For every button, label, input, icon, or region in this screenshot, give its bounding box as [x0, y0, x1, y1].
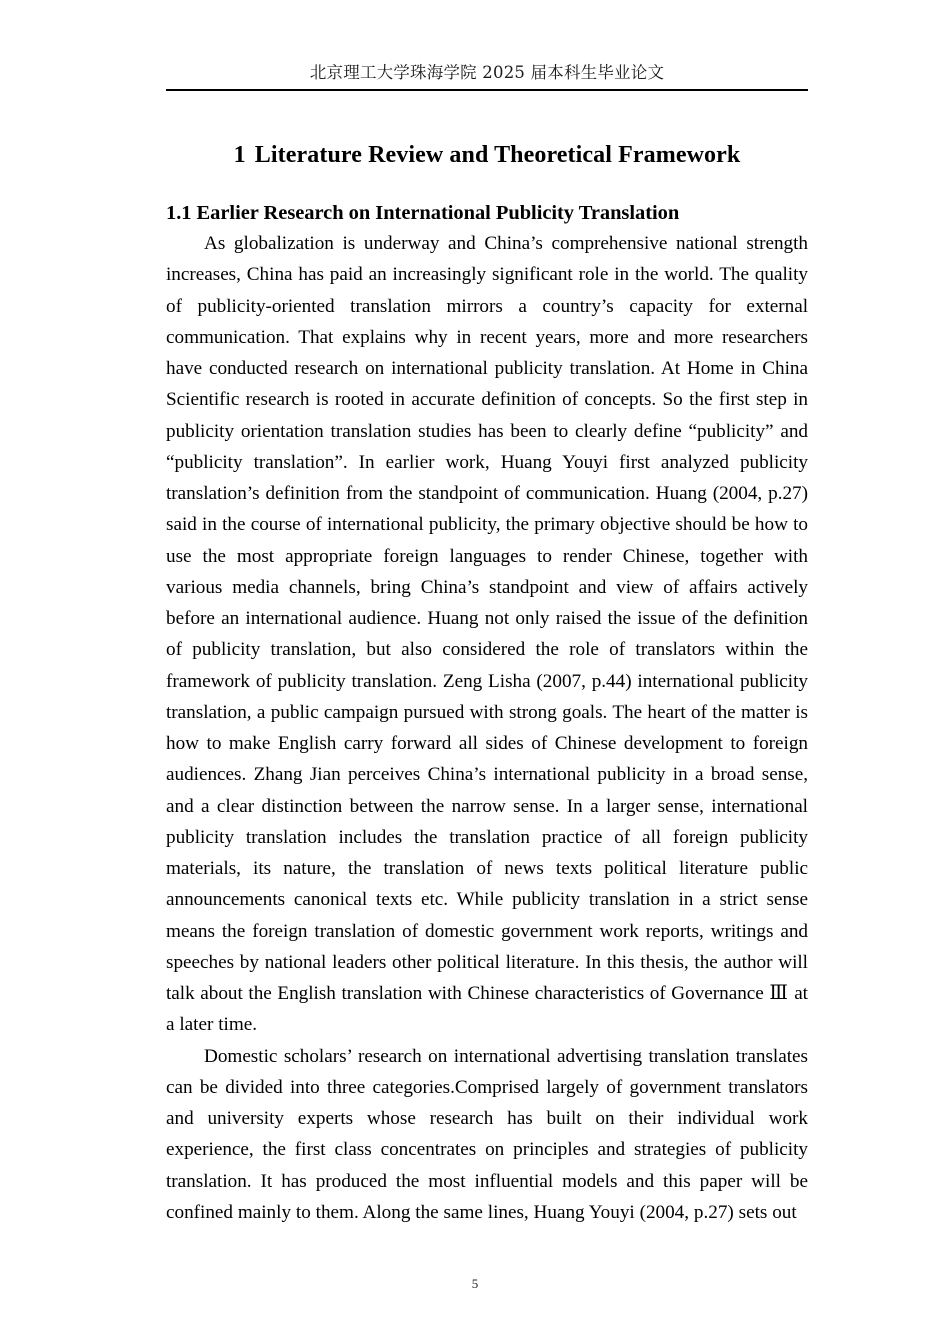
page-footer	[0, 1275, 950, 1293]
paragraph: As globalization is underway and China’s comprehensive national strength increases, China has paid an increasingly significant role in the world. The quality of publicity-oriented translation mirrors a country’s capacity for external communication. That explains why in recent years, more and more researchers have conducted research on international publicity translation. At Home in China Scientific research is rooted in accurate definition of concepts. So the first step in publicity orientation translation studies has been to clearly define “publicity” and “publicity translation”. In earlier work, Huang Youyi first analyzed publicity translation’s definition from the standpoint of communication. Huang (2004, p.27) said in the course of international publicity, the primary objective should be how to use the most appropriate foreign languages to render Chinese, together with various media channels, bring China’s standpoint and view of affairs actively before an international audience. Huang not only raised the issue of the definition of publicity translation, but also considered the role of translators within the framework of publicity translation. Zeng Lisha (2007, p.44) international publicity translation, a public campaign pursued with strong goals. The heart of the matter is how to make English carry forward all sides of Chinese development to foreign audiences. Zhang Jian perceives China’s international publicity in a broad sense, and a clear distinction between the narrow sense. In a larger sense, international publicity translation includes the translation practice of all foreign publicity materials, its nature, the translation of news texts political literature public announcements canonical texts etc. While publicity translation in a strict sense means the foreign translation of domestic government work reports, writings and speeches by national leaders other political literature. In this thesis, the author will talk about the English translation with Chinese characteristics of Governance Ⅲ at a later time.	[166, 233, 808, 1036]
page-number: 5	[471, 1276, 479, 1291]
running-header-title: 北京理工大学珠海学院 2025 届本科生毕业论文	[309, 63, 665, 82]
chapter-heading	[166, 140, 808, 171]
paragraph: Domestic scholars’ research on international advertising translation translates can be divided into three categories.Comprised largely of government translators and university experts whose research has built on their individual work experience, the first class concentrates on principles and strategies of publicity translation. It has produced the most influential models and this paper will be confined mainly to them. Along the same lines, Huang Youyi (2004, p.27) sets out	[166, 1045, 808, 1223]
body-text	[166, 228, 808, 1228]
header-divider	[166, 89, 808, 91]
chapter-title: Literature Review and Theoretical Framework	[254, 142, 741, 169]
chapter-number: 1	[233, 142, 246, 169]
running-header	[166, 62, 808, 91]
section-heading: 1.1 Earlier Research on International Publicity Translation	[166, 202, 680, 224]
